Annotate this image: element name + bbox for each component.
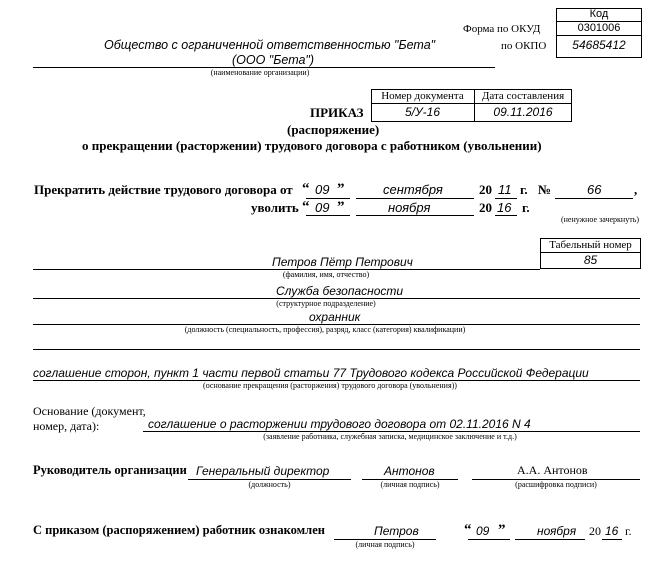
termination-reason: соглашение сторон, пункт 1 части первой статьи 77 Трудового кодекса Российской Федерации bbox=[33, 366, 589, 380]
doc-date-header: Дата составления bbox=[481, 90, 565, 102]
head-position: Генеральный директор bbox=[196, 464, 330, 478]
head-label: Руководитель организации bbox=[33, 463, 187, 477]
dismiss-month: ноября bbox=[388, 200, 431, 215]
organization-short-name: (ООО "Бета") bbox=[232, 53, 315, 67]
dismiss-day: 09 bbox=[315, 200, 330, 215]
okpo-label: по ОКПО bbox=[501, 40, 547, 52]
employee-position: охранник bbox=[309, 310, 361, 324]
page-title: ПРИКАЗ bbox=[310, 105, 364, 120]
terminate-number-label: № bbox=[538, 182, 552, 197]
basis-label-line1: Основание (документ, bbox=[33, 404, 146, 418]
terminate-year-prefix: 20 bbox=[479, 182, 492, 197]
codes-header: Код bbox=[589, 8, 609, 20]
dismiss-year-prefix: 20 bbox=[479, 200, 492, 215]
ack-quote-close: ” bbox=[498, 522, 506, 538]
ack-year-suffix: г. bbox=[625, 524, 632, 538]
basis-caption: (заявление работника, служебная записка, медицинское заключение и т.д.) bbox=[263, 432, 517, 441]
dismiss-note: (ненужное зачеркнуть) bbox=[560, 215, 640, 224]
employee-position-caption: (должность (специальность, профессия), разряд, класс (категория) квалификации) bbox=[184, 325, 466, 334]
terminate-comma: , bbox=[634, 182, 638, 197]
terminate-month: сентября bbox=[383, 182, 443, 197]
terminate-quote-close: ” bbox=[337, 181, 345, 197]
head-signature-caption: (личная подпись) bbox=[380, 480, 440, 489]
employee-fio-caption: (фамилия, имя, отчество) bbox=[282, 270, 370, 279]
head-decoding-caption: (расшифровка подписи) bbox=[515, 480, 597, 489]
dismiss-label: уволить bbox=[251, 200, 299, 215]
doc-date-value: 09.11.2016 bbox=[493, 105, 553, 119]
dismiss-year: 16 bbox=[497, 200, 512, 215]
head-signature: Антонов bbox=[384, 464, 435, 478]
head-decoding: А.А. Антонов bbox=[517, 463, 588, 477]
doc-number-value: 5/У-16 bbox=[404, 105, 441, 119]
doc-number-header: Номер документа bbox=[381, 90, 464, 102]
tab-number-header: Табельный номер bbox=[549, 239, 632, 251]
page-subtitle: (распоряжение) bbox=[287, 122, 380, 137]
terminate-year-suffix: г. bbox=[520, 182, 528, 197]
ack-signature-caption: (личная подпись) bbox=[355, 540, 415, 549]
terminate-quote-open: “ bbox=[302, 181, 310, 197]
dismiss-year-suffix: г. bbox=[522, 200, 530, 215]
terminate-label: Прекратить действие трудового договора от bbox=[34, 182, 293, 197]
employee-department-caption: (структурное подразделение) bbox=[276, 299, 376, 308]
page-description: о прекращении (расторжении) трудового договора с работником (увольнении) bbox=[82, 138, 542, 153]
terminate-year: 11 bbox=[498, 182, 512, 197]
dismiss-quote-open: “ bbox=[302, 199, 310, 215]
okud-value: 0301006 bbox=[577, 22, 621, 34]
tab-number-value: 85 bbox=[583, 253, 598, 267]
ack-day: 09 bbox=[476, 524, 490, 538]
ack-month: ноября bbox=[537, 524, 577, 538]
ack-label: С приказом (распоряжением) работник ознакомлен bbox=[33, 523, 325, 537]
organization-name: Общество с ограниченной ответственностью "Бета" bbox=[104, 38, 436, 52]
head-position-caption: (должность) bbox=[248, 480, 291, 489]
ack-quote-open: “ bbox=[464, 522, 472, 538]
basis-label-line2: номер, дата): bbox=[33, 419, 100, 433]
okud-label: Форма по ОКУД bbox=[463, 23, 541, 35]
okpo-value: 54685412 bbox=[572, 38, 626, 52]
ack-signature: Петров bbox=[374, 524, 419, 538]
ack-year-prefix: 20 bbox=[589, 524, 601, 538]
termination-reason-caption: (основание прекращения (расторжения) трудового договора (увольнения)) bbox=[203, 381, 457, 390]
employee-fio: Петров Пётр Петрович bbox=[272, 255, 413, 269]
ack-year: 16 bbox=[605, 524, 619, 538]
terminate-number: 66 bbox=[587, 182, 602, 197]
employee-department: Служба безопасности bbox=[276, 284, 404, 298]
dismiss-quote-close: ” bbox=[337, 199, 345, 215]
terminate-day: 09 bbox=[315, 182, 330, 197]
organization-caption: (наименование организации) bbox=[210, 68, 310, 77]
basis-value: соглашение о расторжении трудового договора от 02.11.2016 N 4 bbox=[148, 417, 531, 431]
